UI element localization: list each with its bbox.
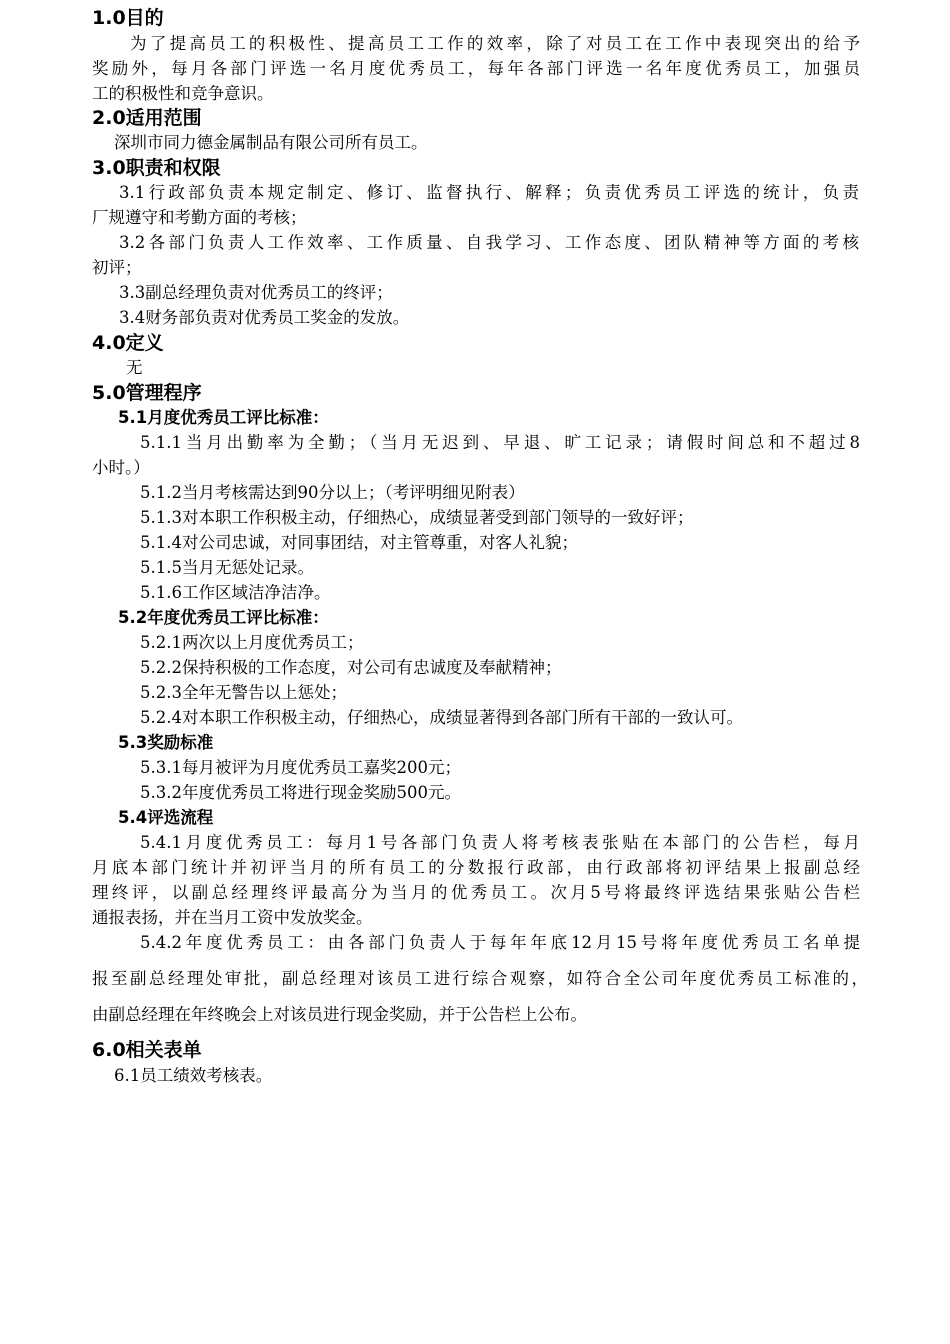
text-line: 理终评，以副总经理终评最高分为当月的优秀员工。次月5号将最终评选结果张贴公告栏	[92, 883, 860, 902]
text-line: 5.2.2保持积极的工作态度，对公司有忠诚度及奉献精神；	[140, 658, 562, 677]
text-line: 报至副总经理处审批，副总经理对该员工进行综合观察，如符合全公司年度优秀员工标准的，	[92, 969, 868, 988]
text-line: 5.1.5当月无惩处记录。	[140, 558, 314, 577]
text-line: 深圳市同力德金属制品有限公司所有员工。	[114, 133, 428, 152]
subsection-heading-rewards: 5.3奖励标准	[118, 733, 214, 752]
section-heading-scope: 2.0适用范围	[92, 107, 202, 129]
text-line: 5.2.1两次以上月度优秀员工；	[140, 633, 364, 652]
text-line: 3.1行政部负责本规定制定、修订、监督执行、解释；负责优秀员工评选的统计，负责	[119, 183, 859, 202]
text-line: 初评；	[92, 258, 142, 277]
text-line: 5.3.2年度优秀员工将进行现金奖励500元。	[140, 783, 461, 802]
text-line: 厂规遵守和考勤方面的考核；	[92, 208, 307, 227]
text-line: 5.2.4对本职工作积极主动，仔细热心，成绩显著得到各部门所有干部的一致认可。	[140, 708, 743, 727]
section-heading-procedure: 5.0管理程序	[92, 382, 202, 404]
text-line: 6.1员工绩效考核表。	[114, 1066, 273, 1085]
text-line: 小时。）	[92, 458, 150, 477]
section-heading-purpose: 1.0目的	[92, 7, 164, 29]
subsection-heading-monthly-criteria: 5.1月度优秀员工评比标准：	[118, 408, 329, 427]
section-heading-related-forms: 6.0相关表单	[92, 1039, 202, 1061]
subsection-heading-annual-criteria: 5.2年度优秀员工评比标准：	[118, 608, 329, 627]
text-line: 3.4财务部负责对优秀员工奖金的发放。	[119, 308, 410, 327]
text-line: 5.2.3全年无警告以上惩处；	[140, 683, 347, 702]
text-line: 5.4.1月度优秀员工：每月1号各部门负责人将考核表张贴在本部门的公告栏，每月	[140, 833, 860, 852]
text-line: 工的积极性和竞争意识。	[92, 84, 274, 103]
text-line: 为了提高员工的积极性、提高员工工作的效率，除了对员工在工作中表现突出的给予	[130, 34, 860, 53]
text-line: 奖励外，每月各部门评选一名月度优秀员工，每年各部门评选一名年度优秀员工，加强员	[92, 59, 860, 78]
text-line: 5.1.3对本职工作积极主动，仔细热心，成绩显著受到部门领导的一致好评；	[140, 508, 694, 527]
text-line: 5.1.4对公司忠诚，对同事团结，对主管尊重，对客人礼貌；	[140, 533, 578, 552]
text-line: 月底本部门统计并初评当月的所有员工的分数报行政部，由行政部将初评结果上报副总经	[92, 858, 860, 877]
text-line: 5.4.2年度优秀员工：由各部门负责人于每年年底12月15号将年度优秀员工名单提	[140, 933, 860, 952]
text-line: 通报表扬，并在当月工资中发放奖金。	[92, 908, 373, 927]
text-line: 3.3副总经理负责对优秀员工的终评；	[119, 283, 393, 302]
section-heading-definitions: 4.0定义	[92, 332, 164, 354]
text-line: 5.1.6工作区域洁净洁净。	[140, 583, 331, 602]
text-line: 5.3.1每月被评为月度优秀员工嘉奖200元；	[140, 758, 461, 777]
text-line: 无	[126, 358, 143, 377]
text-line: 3.2各部门负责人工作效率、工作质量、自我学习、工作态度、团队精神等方面的考核	[119, 233, 859, 252]
subsection-heading-selection-process: 5.4评选流程	[118, 808, 214, 827]
text-line: 5.1.2当月考核需达到90分以上；（考评明细见附表）	[140, 483, 525, 502]
section-heading-responsibilities: 3.0职责和权限	[92, 157, 221, 179]
text-line: 由副总经理在年终晚会上对该员进行现金奖励，并于公告栏上公布。	[92, 1005, 587, 1024]
text-line: 5.1.1当月出勤率为全勤；（当月无迟到、早退、旷工记录；请假时间总和不超过8	[140, 433, 860, 452]
